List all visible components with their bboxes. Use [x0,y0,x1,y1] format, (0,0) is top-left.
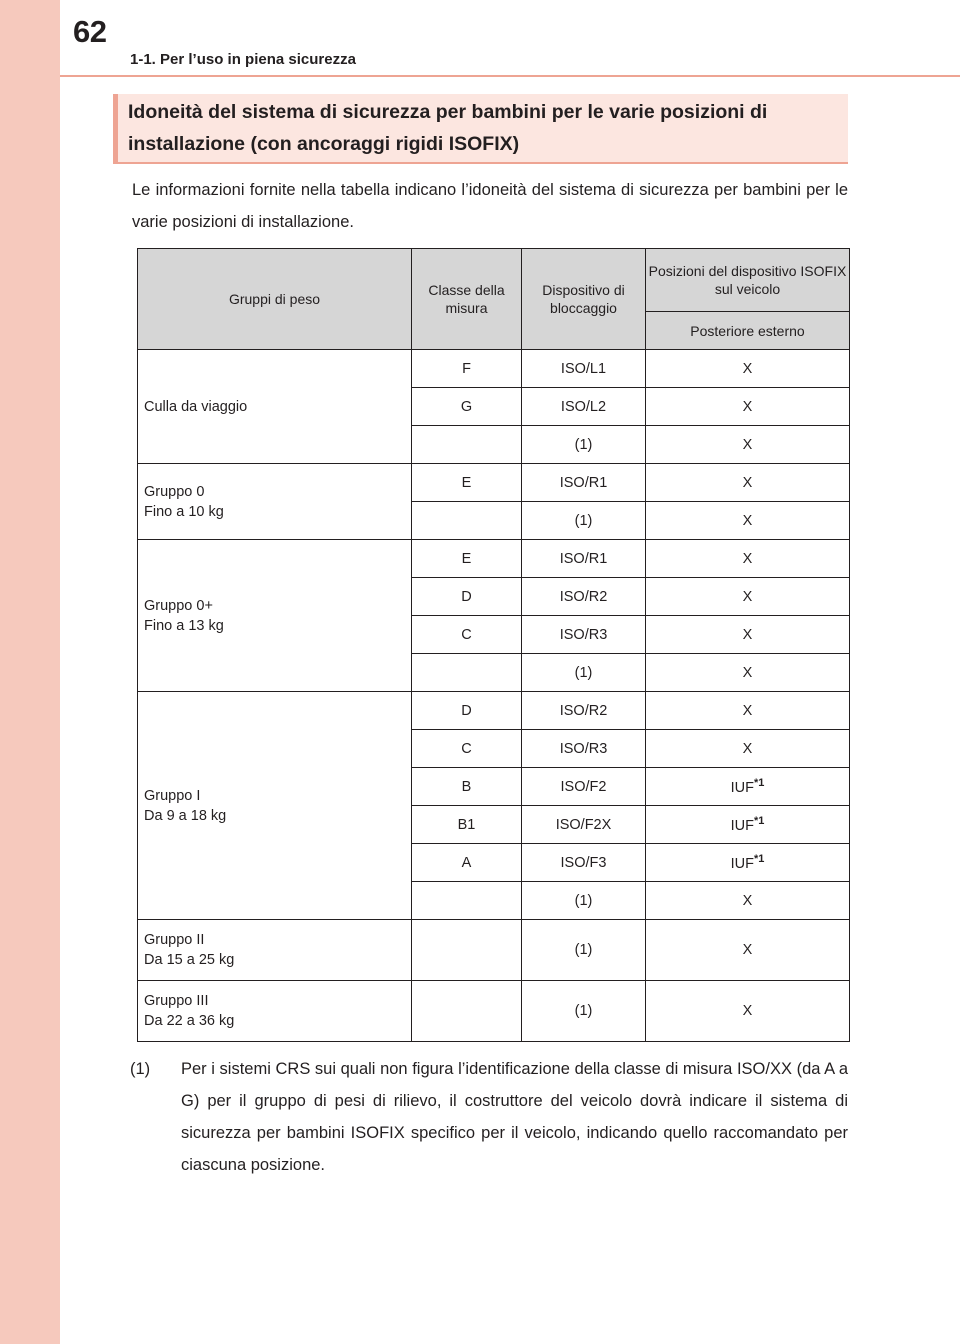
suitability-value: IUF [730,855,754,872]
fixture-cell: ISO/F2 [522,768,646,806]
size-class-cell: A [412,844,522,882]
suitability-value: X [742,588,753,605]
weight-group-cell [138,920,412,981]
side-color-band [0,0,60,1344]
table-header-row [138,249,850,312]
rear-outboard-cell [646,388,850,426]
weight-group-label: Culla da viaggio [144,398,248,415]
size-class-cell: B [412,768,522,806]
weight-group-label: Gruppo 0+ [144,597,213,614]
size-class-cell [412,981,522,1042]
rear-outboard-cell [646,350,850,388]
footnote-reference: *1 [753,853,765,866]
header-rear-outboard: Posteriore esterno [646,312,850,350]
table-row [138,920,850,981]
isofix-suitability-table [137,248,850,1042]
section-heading-box [113,94,848,164]
suitability-value: X [742,942,753,958]
suitability-value: X [742,398,753,415]
suitability-value: IUF [730,817,754,834]
footnote-text: Per i sistemi CRS sui quali non figura l’identificazione della classe di misura ISO/XX (da A a G) per il gruppo di pesi di rilievo, il costruttore del veicolo dovrà indicare il sistema di sicurezza per bambini ISOFIX specifico per il veicolo, indicando quello raccomandato per ciascuna posizione. [181,1060,848,1174]
fixture-cell: (1) [522,981,646,1042]
size-class-cell: E [412,540,522,578]
weight-group-label: Gruppo 0 [144,483,205,500]
rear-outboard-cell [646,882,850,920]
size-class-cell [412,920,522,981]
size-class-cell: G [412,388,522,426]
rear-outboard-cell [646,502,850,540]
suitability-value: X [742,1003,753,1019]
weight-group-label: Da 15 a 25 kg [144,952,235,968]
size-class-cell: E [412,464,522,502]
weight-group-cell [138,464,412,540]
size-class-cell: B1 [412,806,522,844]
weight-group-label: Gruppo III [144,993,209,1009]
suitability-value: X [742,664,753,681]
weight-group-label: Da 22 a 36 kg [144,1013,235,1029]
rear-outboard-cell [646,426,850,464]
suitability-value: X [742,740,753,757]
header-fixture: Dispositivo di bloccaggio [522,249,646,350]
fixture-cell: ISO/F3 [522,844,646,882]
suitability-value: X [742,474,753,491]
weight-group-cell [138,350,412,464]
rear-outboard-cell [646,464,850,502]
heading-accent-bar [113,94,118,162]
rear-outboard-cell [646,540,850,578]
fixture-cell: (1) [522,502,646,540]
table-row [138,981,850,1042]
weight-group-label: Fino a 10 kg [144,503,224,520]
page-number: 62 [73,14,107,49]
size-class-cell: F [412,350,522,388]
fixture-cell: ISO/R1 [522,464,646,502]
table-row [138,350,850,388]
size-class-cell: C [412,616,522,654]
fixture-cell: ISO/R2 [522,578,646,616]
suitability-value: X [742,360,753,377]
header-isofix-positions: Posizioni del dispositivo ISOFIX sul veicolo [646,249,850,312]
rear-outboard-cell [646,806,850,844]
rear-outboard-cell [646,692,850,730]
weight-group-label: Gruppo I [144,787,201,804]
size-class-cell: D [412,578,522,616]
rear-outboard-cell [646,578,850,616]
size-class-cell: C [412,730,522,768]
suitability-value: X [742,702,753,719]
suitability-value: X [742,436,753,453]
fixture-cell: (1) [522,654,646,692]
weight-group-label: Da 9 a 18 kg [144,807,227,824]
fixture-cell: ISO/R3 [522,730,646,768]
fixture-cell: ISO/R2 [522,692,646,730]
rear-outboard-cell [646,844,850,882]
table-row [138,464,850,502]
fixture-cell: (1) [522,920,646,981]
running-header: 1-1. Per l’uso in piena sicurezza [130,51,356,68]
size-class-cell: D [412,692,522,730]
rear-outboard-cell [646,654,850,692]
size-class-cell [412,882,522,920]
rear-outboard-cell [646,616,850,654]
rear-outboard-cell [646,981,850,1042]
size-class-cell [412,502,522,540]
size-class-cell [412,426,522,464]
header-size-class: Classe della misura [412,249,522,350]
size-class-cell [412,654,522,692]
suitability-value: IUF [730,779,754,796]
fixture-cell: ISO/L2 [522,388,646,426]
footnote-reference: *1 [753,777,765,790]
weight-group-cell [138,692,412,920]
rear-outboard-cell [646,730,850,768]
rear-outboard-cell [646,768,850,806]
fixture-cell: (1) [522,882,646,920]
weight-group-label: Fino a 13 kg [144,617,224,634]
suitability-value: X [742,626,753,643]
suitability-value: X [742,550,753,567]
table-row [138,540,850,578]
header-divider [60,75,960,77]
weight-group-cell [138,540,412,692]
fixture-cell: ISO/R3 [522,616,646,654]
section-heading: Idoneità del sistema di sicurezza per bambini per le varie posizioni di installazione (con ancoraggi rigidi ISOFIX) [128,101,768,155]
table-row [138,692,850,730]
fixture-cell: ISO/F2X [522,806,646,844]
fixture-cell: ISO/L1 [522,350,646,388]
intro-paragraph: Le informazioni fornite nella tabella indicano l’idoneità del sistema di sicurezza per bambini per le varie posizioni di installazione. [132,181,848,231]
fixture-cell: ISO/R1 [522,540,646,578]
weight-group-cell [138,981,412,1042]
fixture-cell: (1) [522,426,646,464]
suitability-value: X [742,892,753,909]
suitability-value: X [742,512,753,529]
table-body [138,350,850,1042]
weight-group-label: Gruppo II [144,932,205,948]
header-weight-group: Gruppi di peso [138,249,412,350]
footnote-marker: (1) [130,1060,151,1078]
footnote-reference: *1 [753,815,765,828]
rear-outboard-cell [646,920,850,981]
